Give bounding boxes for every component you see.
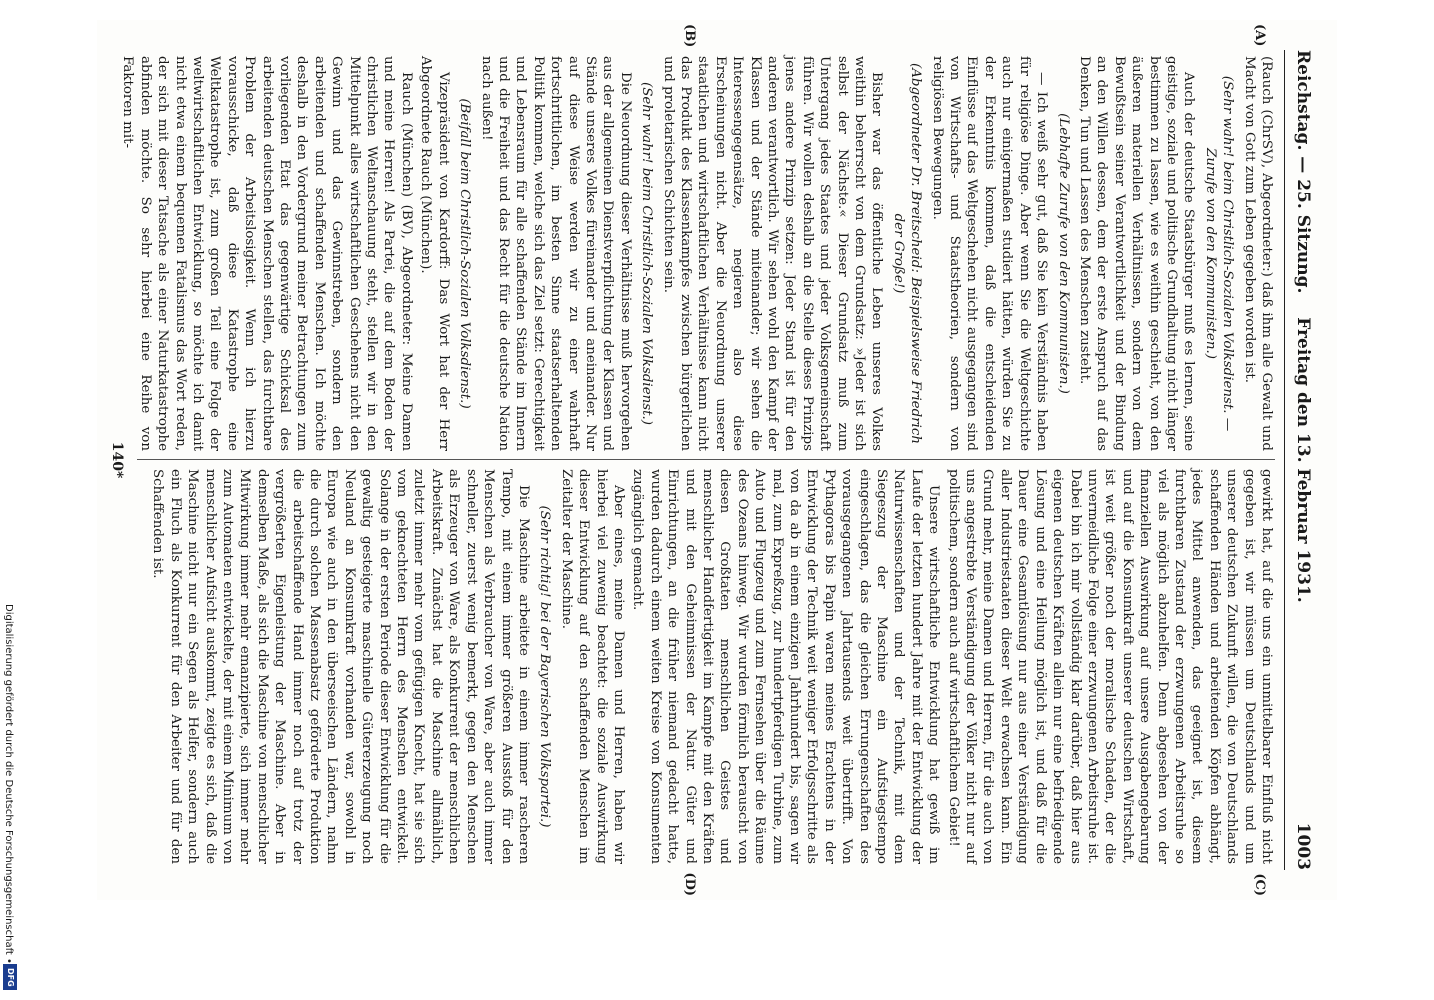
interjection: (Lebhafte Zurufe von den Kommunisten.) xyxy=(1055,113,1071,394)
page-header xyxy=(1284,50,1319,870)
paragraph: — Ich weiß sehr gut, daß Sie kein Verständnis haben für religiöse Dinge. Aber wenn Sie die Weltgeschichte auch nur einigermaßen studiert hätten, würden Sie zu der Erkenntnis kommen, daß die entscheidenden Einflüsse auf das Weltgeschehen nicht ausgegangen sind von Wirtschafts- und Staatstheorien, sondern von religiösen Bewegungen. xyxy=(929,56,1050,451)
margin-mark-a: (A) xyxy=(1252,24,1267,47)
paragraph: Die Maschine arbeitete in einem immer rascheren Tempo, mit einem immer größeren Ausstoß für den Menschen als Verbraucher von Ware, aber auch immer schneller, zuerst wenig bemerkt, gegen den Menschen als Erzeuger von Ware, als Konkurrent der menschlichen Arbeitskraft. Zunächst hat die Maschine allmählich, zuletzt immer mehr vom gefügigen Knecht, hat sie sich vom geknechteten Herrn des Menschen entwickelt. Solange in der ersten Periode dieser Entwicklung für die gewaltig gesteigerte maschinelle Gütererzeugung noch Neuland an Konsumkraft vorhanden war, sowohl in Europa wie auch in den überseeischen Ländern, nahm die durch solchen Massenabsatz geförderte Produktion die arbeitschaffende Hand immer noch auf trotz der vergrößerten Eigenleistung der Maschine. Aber in demselben Maße, als sich die Maschine von menschlicher Mitwirkung immer mehr emanzipierte, sich immer mehr zum Automaten entwickelte, der mit einem Minimum von menschlicher Aufsicht auskommt, zeigte es sich, daß die Maschine nicht nur ein Segen als Helfer, sondern auch ein Fluch als Konkurrent für den Arbeiter und für den Schaffenden ist. xyxy=(150,469,531,864)
speaker-announcement: Vizepräsident von Kardorff: Das Wort hat der Herr Abgeordnete Rauch (München). xyxy=(418,56,451,451)
newspaper-page xyxy=(97,20,1337,900)
paragraph: Auch der deutsche Staatsbürger muß es lernen, seine geistige, soziale und politische Grundhaltung nicht länger bestimmen zu lassen, wie es weithin geschieht, von den äußeren materiellen Verhältnissen, sondern von dem Bewußtsein seiner Verantwortlichkeit und der Bindung an den Willen dessen, dem der erste Anspruch auf das Denken, Tun und Lassen des Menschen zusteht. xyxy=(1076,56,1197,451)
header-date: Freitag den 13. Februar 1931. xyxy=(1293,317,1313,603)
right-column xyxy=(137,469,1275,864)
interjection: (Beifall beim Christlich-Sozialen Volksdienst.) xyxy=(457,98,473,409)
page-footer: 140* xyxy=(109,441,125,479)
header-left: Reichstag. — 25. Sitzung. xyxy=(1293,50,1313,294)
paragraph: gewirkt hat, auf die uns ein unmittelbarer Einfluß nicht gegeben ist, wir müssen um Deutschlands und um unserer deutschen Zukunft willen, die von Deutschlands schaffenden Händen und arbeitenden Köpfen abhängt, jedes Mittel anwenden, das geeignet ist, diesem furchtbaren Zustand der erzwungenen Arbeitsruhe so viel als möglich abzuhelfen. Denn abgesehen von der finanziellen Auswirkung auf unsere Ausgabengebarung und auf die Konsumkraft unserer deutschen Wirtschaft, ist weit größer noch der moralische Schaden, der die unvermeidliche Folge einer erzwungenen Arbeitsruhe ist. Dabei bin ich mir vollständig klar darüber, daß hier aus eigenen deutschen Kräften allein nur eine befriedigende Lösung und eine Heilung möglich ist, und daß für die Dauer eine Gesamtlösung nur aus einer Verständigung aller Industriestaaten dieser Welt erwachsen kann. Ein Grund mehr, meine Damen und Herren, für die auch von uns angestrebte Verständigung der Völker nicht nur auf politischem, sondern auch auf wirtschaftlichem Gebiet! xyxy=(945,469,1274,864)
paragraph: Rauch (München) (BV), Abgeordneter: Meine Damen und meine Herren! Als Partei, die auf dem Boden der christlichen Weltanschauung steht, stellen wir in den Mittelpunkt alles wirtschaftlichen Geschehens nicht den Gewinn und das Gewinnstreben, sondern den arbeitenden und schaffenden Menschen. Ich möchte deshalb in den Vordergrund meiner Betrachtungen zum vorliegenden Etat das gegenwärtige Schicksal des arbeitenden deutschen Menschen stellen, das furchtbare Problem der Arbeitslosigkeit. Wenn ich hierzu vorausschicke, daß diese Katastrophe eine Weltkatastrophe ist, zum großen Teil eine Folge der weltwirtschaftlichen Entwicklung, so möchte ich damit nicht etwa einem bequemen Fatalismus das Wort reden, der sich mit dieser Tatsache als einer Naturkatastrophe abfinden möchte. So sehr hierbei eine Reihe von Faktoren mit- xyxy=(120,56,414,451)
interjection: (Sehr richtig! bei der Bayerischen Volkspartei.) xyxy=(537,505,553,828)
paragraph: Unsere wirtschaftliche Entwicklung hat gewiß im Laufe der letzten hundert Jahre mit der Entwicklung der Naturwissenschaften und der Technik, mit dem Siegeszug der Maschine ein Aufstiegstempo eingeschlagen, das die gleichen Errungenschaften des vorausgegangenen Jahrtausends weit übertrifft. Von Pythagoras bis Papin waren meines Erachtens in der Entwicklung der Technik weit weniger Erfolgsschritte als von da ab in einem einzigen Jahrhundert bis, sagen wir mal, zum Expreßzug, zur hundertpferdigen Turbine, zum Auto und Flugzeug und zum Fernsehen über die Räume des Ozeans hinweg. Wir wurden förmlich berauscht von diesen Großtaten menschlichen Geistes und menschlicher Handfertigkeit im Kampfe mit den Kräften und mit den Geheimnissen der Natur. Güter und Einrichtungen, an die früher niemand gedacht hatte, wurden dadurch einem weiten Kreise von Konsumenten zugänglich gemacht. xyxy=(630,469,942,864)
digitization-credit: Digitalisierung gefördert durch die Deutsche Forschungsgemeinschaft • xyxy=(3,604,14,964)
interjection: (Sehr wahr! beim Christlich-Sozialen Volksdienst.) xyxy=(639,81,655,426)
dfg-logo: DFG xyxy=(3,964,17,990)
paragraph: (Rauch (ChrSV), Abgeordneter:) daß ihm alle Gewalt und Macht von Gott zum Leben gegeben worden ist. xyxy=(1241,56,1274,451)
paragraph: Bisher war das öffentliche Leben unseres Volkes weithin beherrscht von dem Grundsatz: »Jeder ist sich selbst der Nächste.« Dieser Grundsatz muß zum Untergang jedes Staates und jeder Volksgemeinschaft führen. Wir wollen deshalb an die Stelle dieses Prinzips jenes andere Prinzip setzen: Jeder Stand ist für den anderen verantwortlich. Wir sehen wohl den Kampf der Klassen und der Stände miteinander; wir sehen die Interessengegensätze, negieren also diese Erscheinungen nicht. Aber die Neuordnung unserer staatlichen und wirtschaftlichen Verhältnisse kann nicht das Produkt des Klassenkampfes zwischen bürgerlichen und proletarischen Schichten sein. xyxy=(660,56,885,451)
interjection: (Abgeordneter Dr. Breitscheid: Beispielsweise Friedrich der Große!) xyxy=(890,63,924,444)
paragraph: Die Neuordnung dieser Verhältnisse muß hervorgehen aus der allgemeinen Dienstverpflichtung der Klassen und Stände unseres Volkes füreinander und aneinander. Nur auf diese Weise werden wir zu einer wahrhaft fortschrittlichen, im besten Sinne staatserhaltenden Politik kommen, welche sich das Ziel setzt: Gerechtigkeit und Lebensraum für alle schaffenden Stände im Innern und die Freiheit und das Recht für die deutsche Nation nach außen! xyxy=(478,56,633,451)
paragraph: Aber eines, meine Damen und Herren, haben wir hierbei viel zuwenig beachtet: die soziale Auswirkung dieser Entwicklung auf den schaffenden Menschen im Zeitalter der Maschine. xyxy=(558,469,626,864)
margin-mark-d: (D) xyxy=(682,872,697,896)
interjection: (Sehr wahr! beim Christlich-Sozialen Volksdienst. — Zurufe von den Kommunisten.) xyxy=(1202,75,1236,432)
page-number: 1003 xyxy=(1293,822,1313,870)
margin-mark-c: (C) xyxy=(1252,873,1267,896)
left-column xyxy=(120,56,1275,451)
margin-mark-b: (B) xyxy=(682,24,697,48)
column-divider xyxy=(137,459,1275,460)
